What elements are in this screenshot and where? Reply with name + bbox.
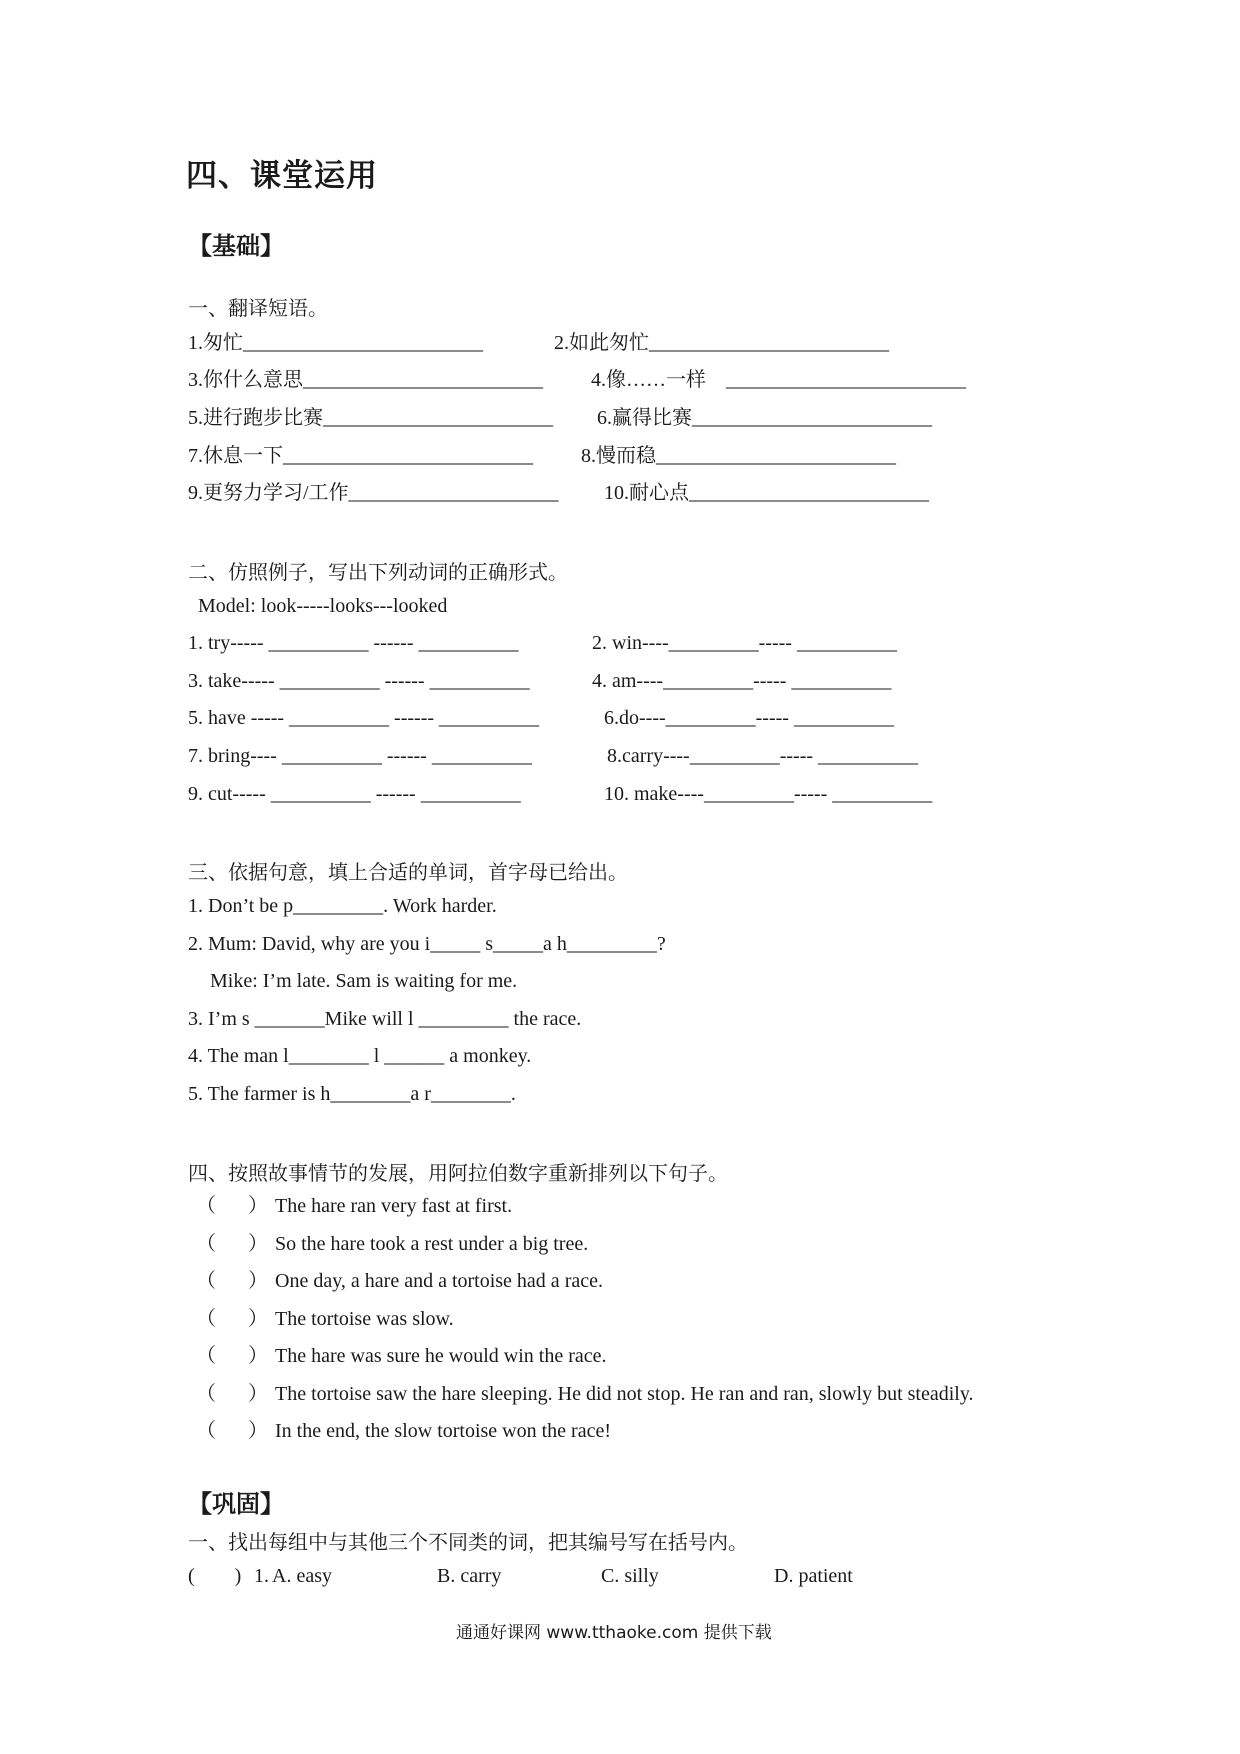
part2-item-left: 3. take----- __________ ------ __________ [188,670,530,692]
paren-open: （ [196,1308,216,1330]
story-sentence: In the end, the slow tortoise won the race! [275,1420,612,1442]
paren-open: （ [196,1195,216,1217]
consolidate-label: 【巩固】 [188,1490,284,1518]
part2-item-right: 8.carry----_________----- __________ [607,745,919,767]
part3-title: 三、依据句意，填上合适的单词，首字母已给出。 [188,862,628,884]
part1-item-right: 10.耐心点________________________ [604,482,929,504]
part3-line: 5. The farmer is h________a r________. [188,1083,516,1105]
paren-close: ） [248,1270,268,1292]
paren-open: （ [196,1345,216,1367]
part1-title: 一、翻译短语。 [188,298,328,320]
paren-close: ） [248,1308,268,1330]
part1-item-right: 2.如此匆忙________________________ [554,332,889,354]
part2-item-left: 9. cut----- __________ ------ __________ [188,783,521,805]
paren-open: （ [196,1270,216,1292]
part1-item-left: 1.匆忙________________________ [188,332,483,354]
option-c: C. silly [601,1565,659,1587]
part3-line: Mike: I’m late. Sam is waiting for me. [210,970,518,992]
paren-open: （ [196,1383,216,1405]
part2-item-right: 6.do----_________----- __________ [604,707,894,729]
part2-item-right: 4. am----_________----- __________ [592,670,892,692]
part1-item-left: 9.更努力学习/工作_____________________ [188,482,559,504]
part1-item-left: 7.休息一下_________________________ [188,445,533,467]
paren-open: （ [196,1233,216,1255]
part2-item-right: 10. make----_________----- __________ [604,783,933,805]
story-sentence: The hare was sure he would win the race. [275,1345,607,1367]
story-sentence: The tortoise was slow. [275,1308,454,1330]
paren-close: ） [248,1195,268,1217]
option-b: B. carry [437,1565,502,1587]
part2-item-left: 1. try----- __________ ------ __________ [188,632,519,654]
answer-paren: ( ) [188,1565,242,1587]
part5-title: 一、找出每组中与其他三个不同类的词，把其编号写在括号内。 [188,1532,748,1554]
paren-close: ） [248,1345,268,1367]
footer-text: 通通好课网 www.tthaoke.com 提供下载 [456,1623,772,1643]
part1-item-right: 4.像……一样 ________________________ [591,369,966,391]
part1-item-left: 5.进行跑步比赛_______________________ [188,407,553,429]
part3-line: 3. I’m s _______Mike will l _________ the race. [188,1008,582,1030]
part4-title: 四、按照故事情节的发展，用阿拉伯数字重新排列以下句子。 [188,1163,728,1185]
question-number: 1. [254,1565,269,1587]
story-sentence: The hare ran very fast at first. [275,1195,513,1217]
story-sentence: One day, a hare and a tortoise had a race. [275,1270,603,1292]
story-sentence: So the hare took a rest under a big tree. [275,1233,589,1255]
paren-close: ） [248,1233,268,1255]
part2-item-left: 7. bring---- __________ ------ __________ [188,745,532,767]
section-title: 四、课堂运用 [186,158,378,194]
paren-close: ） [248,1420,268,1442]
part1-item-right: 6.赢得比赛________________________ [597,407,932,429]
paren-close: ） [248,1383,268,1405]
part1-item-left: 3.你什么意思________________________ [188,369,543,391]
option-a: A. easy [272,1565,332,1587]
story-sentence: The tortoise saw the hare sleeping. He did not stop. He ran and ran, slowly but steadily. [275,1383,974,1405]
part2-item-left: 5. have ----- __________ ------ __________ [188,707,540,729]
paren-open: （ [196,1420,216,1442]
part2-item-right: 2. win----_________----- __________ [592,632,897,654]
basic-label: 【基础】 [188,232,284,260]
option-d: D. patient [774,1565,853,1587]
part2-title: 二、仿照例子，写出下列动词的正确形式。 [188,562,568,584]
part3-line: 2. Mum: David, why are you i_____ s_____a h_________? [188,933,666,955]
part3-line: 4. The man l________ l ______ a monkey. [188,1045,532,1067]
part2-model: Model: look-----looks---looked [198,595,448,617]
part1-item-right: 8.慢而稳________________________ [581,445,896,467]
part3-line: 1. Don’t be p_________. Work harder. [188,895,497,917]
